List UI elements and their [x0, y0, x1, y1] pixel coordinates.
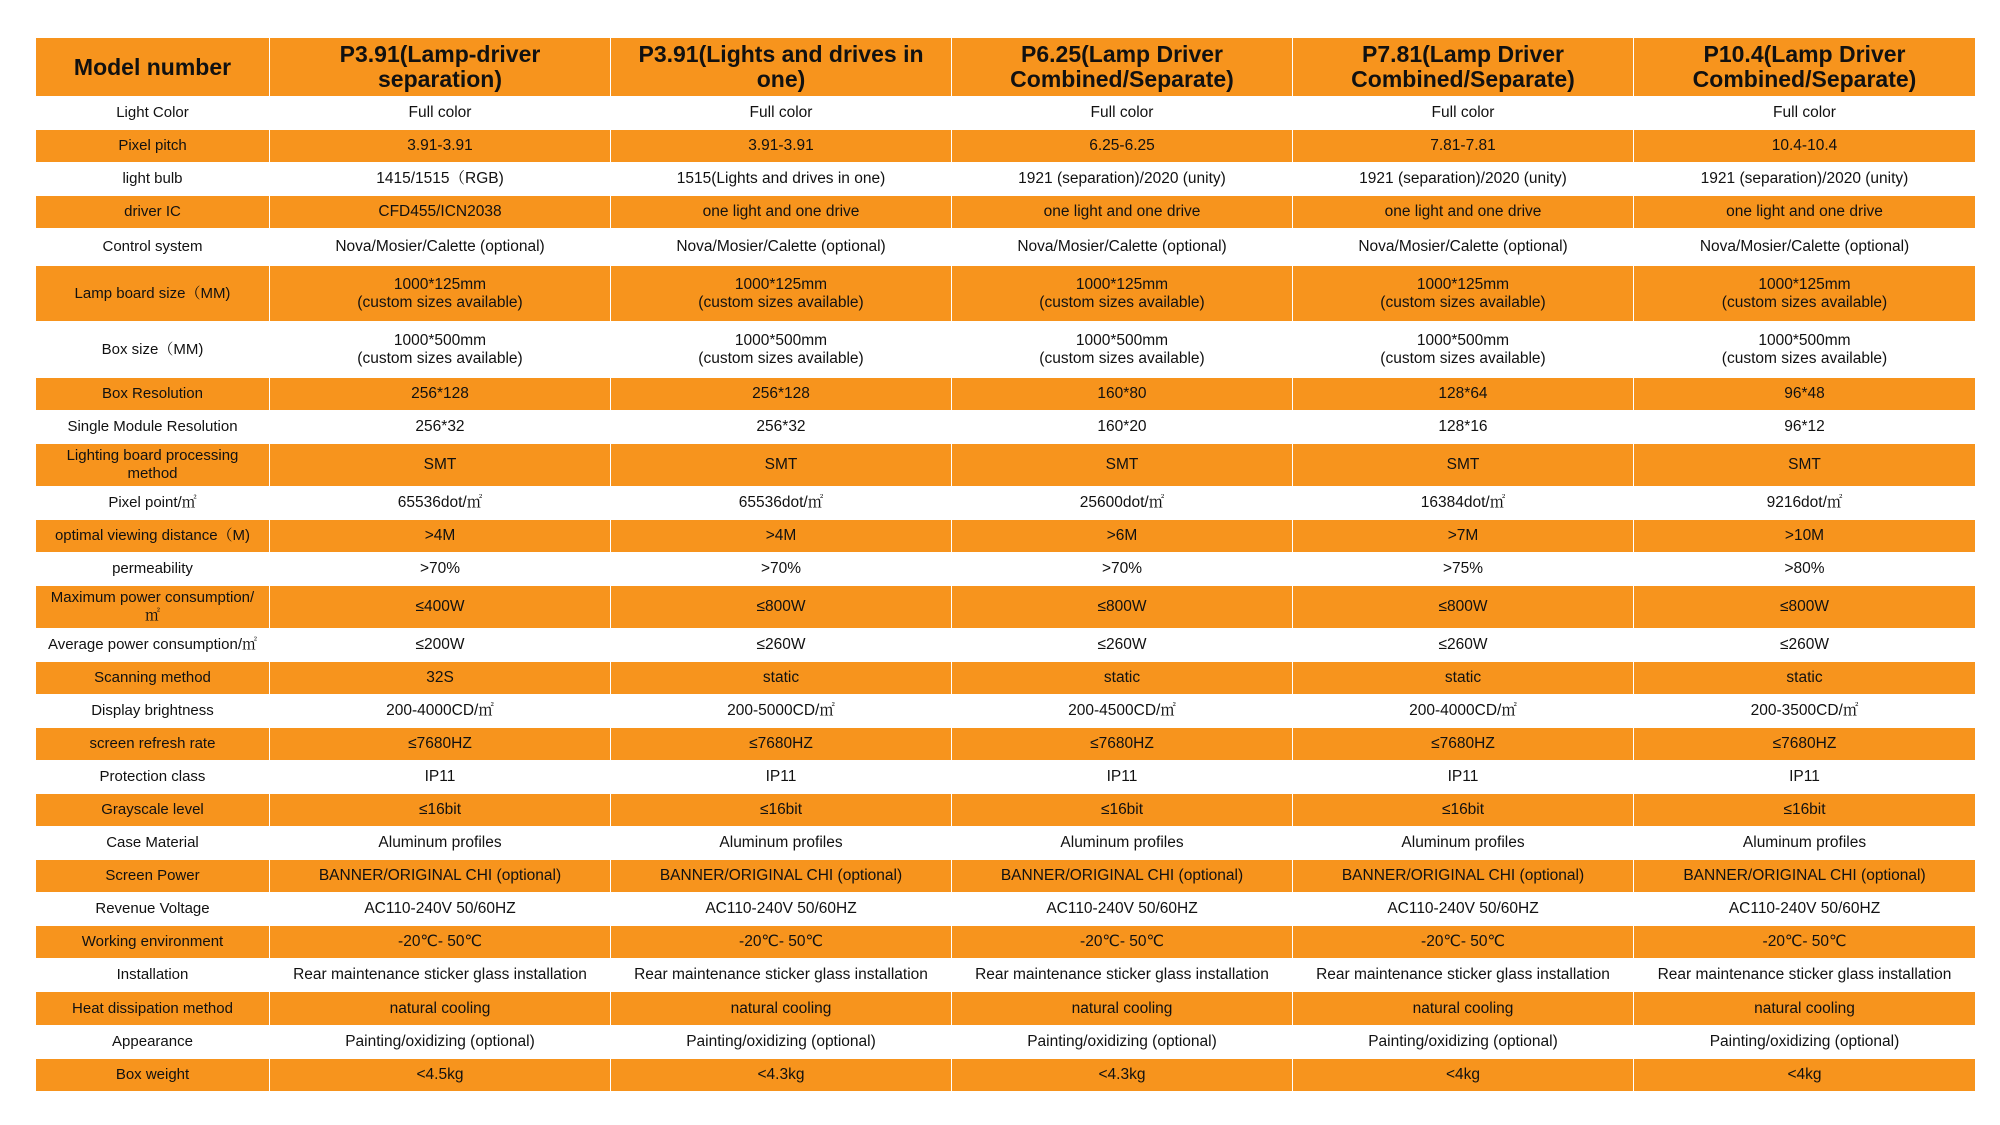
table-cell: ≤260W [1634, 629, 1976, 662]
table-row [36, 827, 1976, 860]
table-row [36, 130, 1976, 163]
header-p391-in-one: P3.91(Lights and drives in one) [611, 38, 952, 97]
table-cell: Painting/oxidizing (optional) [1634, 1026, 1976, 1059]
table-cell: >7M [1293, 520, 1634, 553]
row-label: optimal viewing distance（M) [36, 520, 270, 553]
row-label: light bulb [36, 163, 270, 196]
table-cell: Full color [270, 97, 611, 130]
table-cell: static [1634, 662, 1976, 695]
row-label: Control system [36, 229, 270, 266]
row-label: Revenue Voltage [36, 893, 270, 926]
table-cell: BANNER/ORIGINAL CHI (optional) [1293, 860, 1634, 893]
table-cell: IP11 [1293, 761, 1634, 794]
row-label: Installation [36, 959, 270, 992]
table-cell: ≤260W [611, 629, 952, 662]
table-cell: 1515(Lights and drives in one) [611, 163, 952, 196]
table-row [36, 761, 1976, 794]
table-cell: 160*80 [952, 378, 1293, 411]
table-cell: 1000*500mm (custom sizes available) [1634, 322, 1976, 378]
table-cell: natural cooling [270, 992, 611, 1026]
table-cell: Rear maintenance sticker glass installation [1293, 959, 1634, 992]
table-cell: 1000*125mm (custom sizes available) [952, 266, 1293, 322]
table-row [36, 959, 1976, 992]
table-cell: 65536dot/㎡ [611, 487, 952, 520]
table-cell: >80% [1634, 553, 1976, 586]
table-cell: 200-3500CD/㎡ [1634, 695, 1976, 728]
table-cell: ≤800W [952, 586, 1293, 629]
table-cell: ≤260W [952, 629, 1293, 662]
table-cell: Aluminum profiles [611, 827, 952, 860]
table-cell: static [1293, 662, 1634, 695]
row-label: Grayscale level [36, 794, 270, 827]
header-row [36, 38, 1976, 97]
table-row [36, 662, 1976, 695]
row-label: Case Material [36, 827, 270, 860]
table-cell: Aluminum profiles [1293, 827, 1634, 860]
table-row [36, 695, 1976, 728]
table-cell: AC110-240V 50/60HZ [611, 893, 952, 926]
header-model-number: Model number [36, 38, 270, 97]
table-cell: ≤16bit [1634, 794, 1976, 827]
table-cell: Rear maintenance sticker glass installation [952, 959, 1293, 992]
table-cell: 3.91-3.91 [270, 130, 611, 163]
table-row [36, 860, 1976, 893]
spec-table [35, 37, 1976, 1092]
table-cell: BANNER/ORIGINAL CHI (optional) [1634, 860, 1976, 893]
table-cell: 1000*125mm (custom sizes available) [611, 266, 952, 322]
table-cell: 256*128 [611, 378, 952, 411]
table-cell: 16384dot/㎡ [1293, 487, 1634, 520]
row-label: Maximum power consumption/ ㎡ [36, 586, 270, 629]
table-cell: <4kg [1293, 1059, 1634, 1092]
table-cell: 1000*500mm (custom sizes available) [952, 322, 1293, 378]
table-cell: ≤7680HZ [611, 728, 952, 761]
table-row [36, 444, 1976, 487]
table-cell: >75% [1293, 553, 1634, 586]
table-row [36, 553, 1976, 586]
header-p625: P6.25(Lamp Driver Combined/Separate) [952, 38, 1293, 97]
row-label: screen refresh rate [36, 728, 270, 761]
table-cell: 1000*125mm (custom sizes available) [270, 266, 611, 322]
table-cell: IP11 [1634, 761, 1976, 794]
table-row [36, 229, 1976, 266]
table-cell: 1000*125mm (custom sizes available) [1293, 266, 1634, 322]
row-label: Lamp board size（MM) [36, 266, 270, 322]
table-cell: 9216dot/㎡ [1634, 487, 1976, 520]
table-row [36, 163, 1976, 196]
row-label: permeability [36, 553, 270, 586]
row-label: Appearance [36, 1026, 270, 1059]
table-cell: 1415/1515（RGB) [270, 163, 611, 196]
table-cell: ≤7680HZ [1634, 728, 1976, 761]
header-p104: P10.4(Lamp Driver Combined/Separate) [1634, 38, 1976, 97]
table-cell: -20℃- 50℃ [952, 926, 1293, 959]
table-cell: Aluminum profiles [1634, 827, 1976, 860]
table-cell: 25600dot/㎡ [952, 487, 1293, 520]
table-cell: Painting/oxidizing (optional) [611, 1026, 952, 1059]
table-row [36, 322, 1976, 378]
row-label: Display brightness [36, 695, 270, 728]
table-cell: natural cooling [952, 992, 1293, 1026]
table-cell: Aluminum profiles [952, 827, 1293, 860]
table-row [36, 266, 1976, 322]
table-cell: IP11 [611, 761, 952, 794]
table-cell: 200-4500CD/㎡ [952, 695, 1293, 728]
table-cell: Rear maintenance sticker glass installation [611, 959, 952, 992]
table-cell: static [611, 662, 952, 695]
table-cell: AC110-240V 50/60HZ [1634, 893, 1976, 926]
table-cell: >70% [270, 553, 611, 586]
table-cell: one light and one drive [1293, 196, 1634, 229]
table-cell: 32S [270, 662, 611, 695]
table-row [36, 97, 1976, 130]
table-cell: one light and one drive [952, 196, 1293, 229]
table-cell: SMT [1293, 444, 1634, 487]
table-cell: one light and one drive [611, 196, 952, 229]
table-cell: 200-4000CD/㎡ [1293, 695, 1634, 728]
row-label: Single Module Resolution [36, 411, 270, 444]
table-cell: static [952, 662, 1293, 695]
table-cell: <4.3kg [952, 1059, 1293, 1092]
table-cell: 1000*500mm (custom sizes available) [611, 322, 952, 378]
table-cell: 1921 (separation)/2020 (unity) [952, 163, 1293, 196]
table-cell: -20℃- 50℃ [1634, 926, 1976, 959]
table-cell: Nova/Mosier/Calette (optional) [611, 229, 952, 266]
table-cell: ≤7680HZ [270, 728, 611, 761]
table-cell: SMT [952, 444, 1293, 487]
table-cell: natural cooling [1293, 992, 1634, 1026]
row-label: Pixel point/㎡ [36, 487, 270, 520]
row-label: Working environment [36, 926, 270, 959]
table-row [36, 893, 1976, 926]
row-label: Heat dissipation method [36, 992, 270, 1026]
table-row [36, 520, 1976, 553]
table-row [36, 378, 1976, 411]
row-label: Box weight [36, 1059, 270, 1092]
table-row [36, 1059, 1976, 1092]
table-header [36, 38, 1976, 97]
table-cell: ≤7680HZ [1293, 728, 1634, 761]
row-label: Average power consumption/㎡ [36, 629, 270, 662]
table-cell: 256*128 [270, 378, 611, 411]
table-cell: >4M [270, 520, 611, 553]
row-label: Light Color [36, 97, 270, 130]
table-cell: IP11 [270, 761, 611, 794]
table-cell: 128*16 [1293, 411, 1634, 444]
header-p781: P7.81(Lamp Driver Combined/Separate) [1293, 38, 1634, 97]
table-cell: >6M [952, 520, 1293, 553]
table-row [36, 411, 1976, 444]
table-cell: 1921 (separation)/2020 (unity) [1634, 163, 1976, 196]
table-cell: SMT [1634, 444, 1976, 487]
row-label: Scanning method [36, 662, 270, 695]
table-cell: Full color [952, 97, 1293, 130]
header-p391-separation: P3.91(Lamp-driver separation) [270, 38, 611, 97]
table-cell: Full color [1634, 97, 1976, 130]
table-cell: Painting/oxidizing (optional) [1293, 1026, 1634, 1059]
table-row [36, 196, 1976, 229]
row-label: Pixel pitch [36, 130, 270, 163]
table-cell: 6.25-6.25 [952, 130, 1293, 163]
table-cell: ≤200W [270, 629, 611, 662]
table-cell: 200-4000CD/㎡ [270, 695, 611, 728]
table-cell: ≤800W [1293, 586, 1634, 629]
table-cell: BANNER/ORIGINAL CHI (optional) [611, 860, 952, 893]
table-cell: 96*12 [1634, 411, 1976, 444]
table-cell: AC110-240V 50/60HZ [1293, 893, 1634, 926]
table-cell: >4M [611, 520, 952, 553]
row-label: driver IC [36, 196, 270, 229]
table-cell: 256*32 [611, 411, 952, 444]
table-cell: Painting/oxidizing (optional) [952, 1026, 1293, 1059]
table-cell: 7.81-7.81 [1293, 130, 1634, 163]
table-cell: BANNER/ORIGINAL CHI (optional) [270, 860, 611, 893]
row-label: Screen Power [36, 860, 270, 893]
table-cell: Rear maintenance sticker glass installation [270, 959, 611, 992]
table-row [36, 926, 1976, 959]
table-cell: <4kg [1634, 1059, 1976, 1092]
table-cell: IP11 [952, 761, 1293, 794]
table-cell: Full color [1293, 97, 1634, 130]
table-cell: Nova/Mosier/Calette (optional) [952, 229, 1293, 266]
table-cell: >70% [952, 553, 1293, 586]
table-cell: 200-5000CD/㎡ [611, 695, 952, 728]
table-cell: BANNER/ORIGINAL CHI (optional) [952, 860, 1293, 893]
table-cell: 1921 (separation)/2020 (unity) [1293, 163, 1634, 196]
table-cell: ≤800W [1634, 586, 1976, 629]
table-cell: SMT [270, 444, 611, 487]
table-cell: ≤260W [1293, 629, 1634, 662]
table-cell: Nova/Mosier/Calette (optional) [1293, 229, 1634, 266]
table-cell: 128*64 [1293, 378, 1634, 411]
table-cell: 1000*500mm (custom sizes available) [1293, 322, 1634, 378]
table-cell: ≤800W [611, 586, 952, 629]
table-row [36, 728, 1976, 761]
table-cell: ≤16bit [611, 794, 952, 827]
table-cell: ≤400W [270, 586, 611, 629]
table-cell: <4.5kg [270, 1059, 611, 1092]
table-cell: natural cooling [611, 992, 952, 1026]
table-cell: -20℃- 50℃ [611, 926, 952, 959]
table-cell: Painting/oxidizing (optional) [270, 1026, 611, 1059]
table-cell: AC110-240V 50/60HZ [952, 893, 1293, 926]
table-row [36, 629, 1976, 662]
table-cell: 256*32 [270, 411, 611, 444]
table-row [36, 794, 1976, 827]
table-cell: natural cooling [1634, 992, 1976, 1026]
table-cell: AC110-240V 50/60HZ [270, 893, 611, 926]
table-cell: 10.4-10.4 [1634, 130, 1976, 163]
table-cell: ≤16bit [952, 794, 1293, 827]
table-body [36, 97, 1976, 1092]
table-cell: Nova/Mosier/Calette (optional) [270, 229, 611, 266]
table-row [36, 992, 1976, 1026]
table-cell: >70% [611, 553, 952, 586]
table-cell: 160*20 [952, 411, 1293, 444]
table-cell: 1000*125mm (custom sizes available) [1634, 266, 1976, 322]
table-cell: CFD455/ICN2038 [270, 196, 611, 229]
table-cell: >10M [1634, 520, 1976, 553]
table-cell: -20℃- 50℃ [270, 926, 611, 959]
table-cell: ≤7680HZ [952, 728, 1293, 761]
table-cell: one light and one drive [1634, 196, 1976, 229]
table-cell: -20℃- 50℃ [1293, 926, 1634, 959]
table-cell: Nova/Mosier/Calette (optional) [1634, 229, 1976, 266]
table-cell: Full color [611, 97, 952, 130]
table-row [36, 586, 1976, 629]
table-cell: 3.91-3.91 [611, 130, 952, 163]
table-cell: 96*48 [1634, 378, 1976, 411]
table-cell: <4.3kg [611, 1059, 952, 1092]
table-cell: 65536dot/㎡ [270, 487, 611, 520]
table-cell: ≤16bit [1293, 794, 1634, 827]
table-cell: Rear maintenance sticker glass installation [1634, 959, 1976, 992]
table-cell: 1000*500mm (custom sizes available) [270, 322, 611, 378]
table-row [36, 487, 1976, 520]
table-cell: SMT [611, 444, 952, 487]
table-cell: Aluminum profiles [270, 827, 611, 860]
row-label: Box size（MM) [36, 322, 270, 378]
row-label: Protection class [36, 761, 270, 794]
row-label: Box Resolution [36, 378, 270, 411]
table-cell: ≤16bit [270, 794, 611, 827]
table-row [36, 1026, 1976, 1059]
row-label: Lighting board processing method [36, 444, 270, 487]
